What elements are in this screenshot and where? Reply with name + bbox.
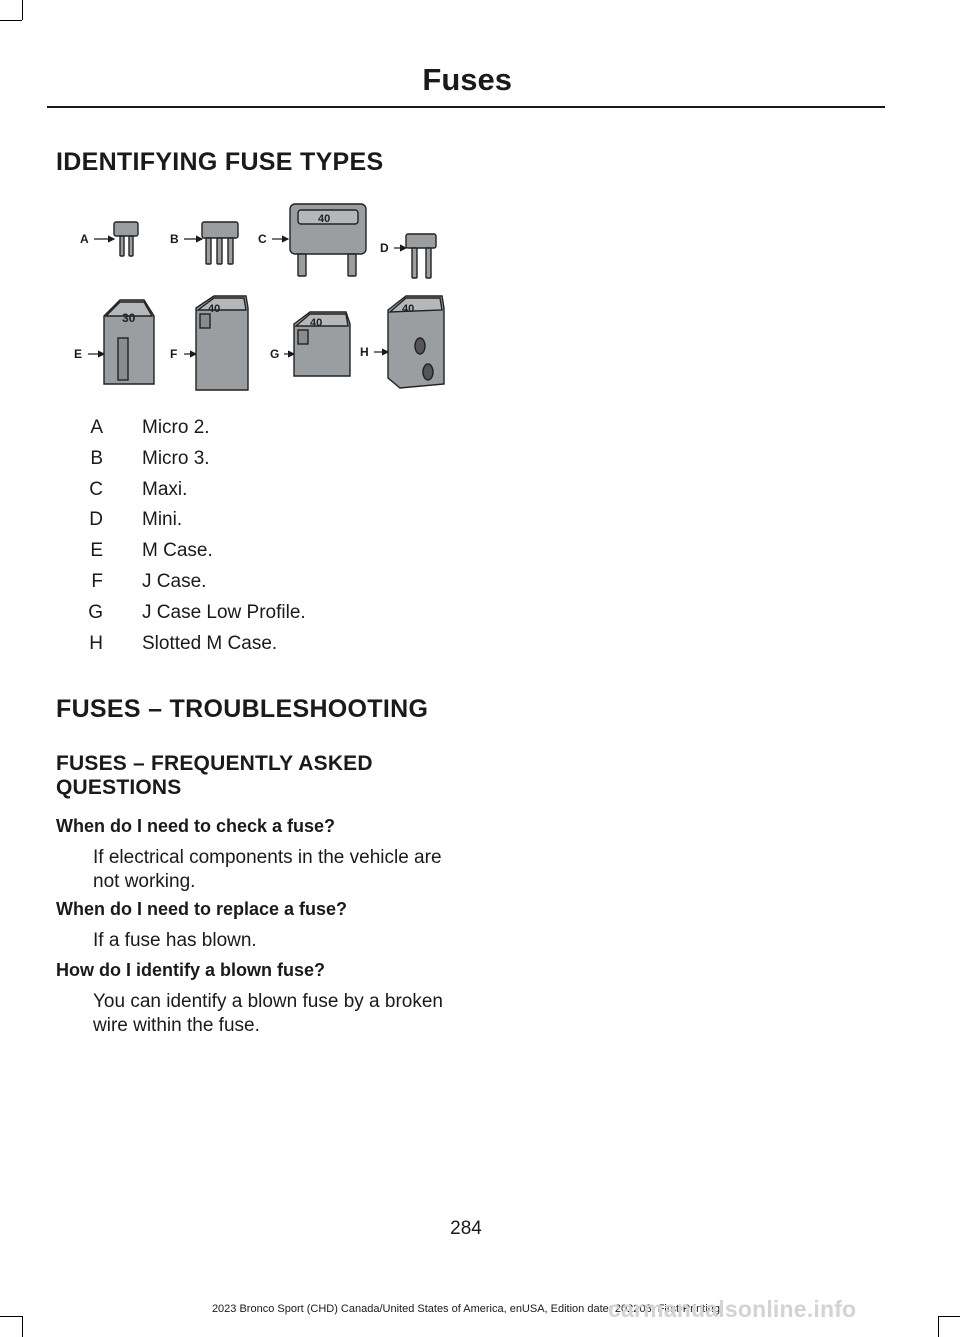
legend-letter: E	[90, 540, 103, 561]
fuse-g-callout	[270, 347, 294, 361]
callout-letter-b: B	[170, 232, 179, 246]
faq-question: How do I identify a blown fuse?	[56, 960, 325, 980]
legend-item-b	[56, 448, 456, 474]
crop-mark	[22, 0, 23, 20]
fuse-types-illustration	[70, 198, 450, 398]
faq-answer: If a fuse has blown.	[93, 930, 257, 951]
legend-label: Slotted M Case.	[142, 633, 278, 654]
crop-mark	[0, 1316, 22, 1317]
section-heading-troubleshooting: FUSES – TROUBLESHOOTING	[56, 695, 429, 723]
callout-letter-e: E	[74, 347, 83, 361]
legend-letter: H	[89, 633, 103, 654]
legend-item-d	[56, 509, 456, 535]
legend-label: M Case.	[142, 540, 213, 561]
legend-letter: G	[88, 602, 103, 623]
fuse-b-callout	[170, 232, 202, 246]
legend-letter: A	[90, 417, 103, 438]
faq-question: When do I need to check a fuse?	[56, 816, 336, 836]
fuse-a-callout	[80, 232, 114, 246]
section-heading-fuse-types: IDENTIFYING FUSE TYPES	[56, 148, 384, 176]
legend-item-a	[56, 417, 456, 443]
legend-letter: F	[91, 571, 103, 592]
fuse-f-callout	[170, 347, 196, 361]
legend-label: J Case.	[142, 571, 207, 592]
legend-label: Mini.	[142, 509, 183, 530]
fuse-c-callout	[258, 232, 288, 246]
fuse-g-rating: 40	[310, 317, 323, 329]
fuse-f-j-case	[196, 296, 248, 390]
fuse-f-rating: 40	[208, 303, 221, 315]
fuse-a-micro2	[114, 222, 138, 256]
fuse-d-callout	[380, 241, 406, 255]
page-header-title: Fuses	[422, 62, 512, 97]
legend-letter: D	[89, 509, 103, 530]
crop-mark	[22, 1316, 23, 1337]
legend-label: Micro 2.	[142, 417, 210, 438]
faq-answer: You can identify a blown fuse by a broken wire within the fuse.	[93, 991, 443, 1036]
page-number: 284	[450, 1218, 482, 1239]
faq-question: When do I need to replace a fuse?	[56, 899, 348, 919]
legend-letter: B	[90, 448, 103, 469]
fuse-h-rating: 40	[402, 303, 415, 315]
footer-edition-info: 2023 Bronco Sport (CHD) Canada/United States of America, enUSA, Edition date: 202208, First-Printing	[211, 1303, 721, 1315]
crop-mark	[0, 20, 22, 21]
fuse-h-slotted-m-case	[388, 296, 444, 388]
crop-mark	[938, 1316, 939, 1337]
fuse-b-micro3	[202, 222, 238, 264]
legend-item-h	[56, 633, 456, 659]
fuse-c-rating: 40	[318, 213, 331, 225]
fuse-e-m-case	[104, 300, 154, 384]
callout-letter-a: A	[80, 232, 89, 246]
legend-label: J Case Low Profile.	[142, 602, 306, 623]
watermark: carmanualsonline.info	[608, 1296, 857, 1322]
callout-letter-h: H	[360, 345, 369, 359]
callout-letter-d: D	[380, 241, 389, 255]
fuse-c-maxi	[290, 204, 366, 276]
header-divider	[47, 106, 885, 108]
legend-item-f	[56, 571, 456, 597]
faq-answer: If electrical components in the vehicle are not working.	[93, 847, 442, 892]
callout-letter-g: G	[270, 347, 280, 361]
legend-item-g	[56, 602, 456, 628]
legend-item-c	[56, 479, 456, 505]
fuse-h-callout	[360, 345, 388, 359]
callout-letter-f: F	[170, 347, 178, 361]
legend-item-e	[56, 540, 456, 566]
fuse-d-mini	[406, 234, 436, 278]
legend-label: Micro 3.	[142, 448, 210, 469]
legend-letter: C	[89, 479, 103, 500]
fuse-e-rating: 30	[122, 311, 136, 325]
fuse-e-callout	[74, 347, 104, 361]
legend-label: Maxi.	[142, 479, 188, 500]
callout-letter-c: C	[258, 232, 267, 246]
subsection-heading-faq: FUSES – FREQUENTLY ASKED QUESTIONS	[56, 752, 373, 799]
fuse-g-j-case-low-profile	[294, 312, 350, 376]
crop-mark	[938, 1316, 960, 1317]
